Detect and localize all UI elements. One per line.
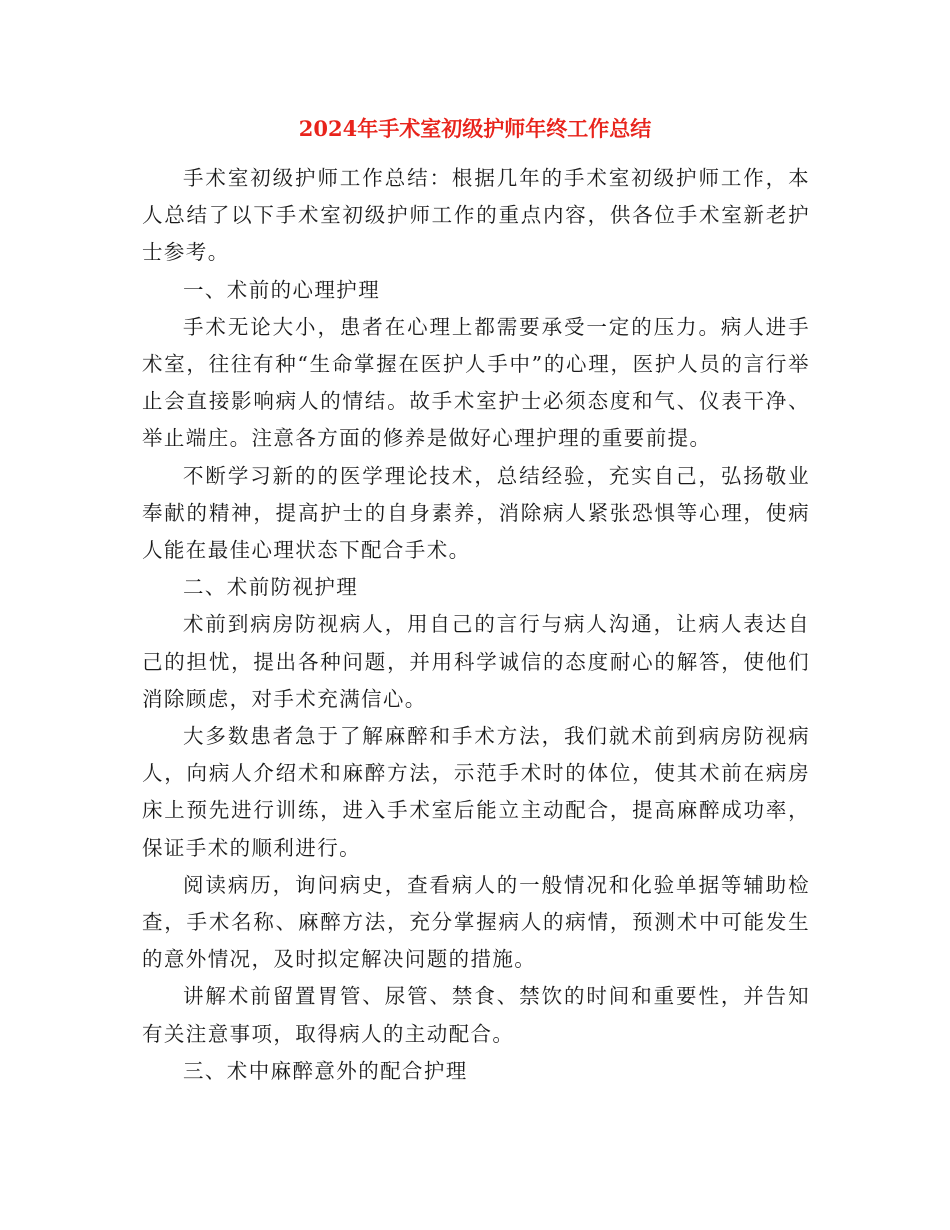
- paragraph: 大多数患者急于了解麻醉和手术方法，我们就术前到病房防视病人，向病人介绍术和麻醉方法，示范手术时的体位，使其术前在病房床上预先进行训练，进入手术室后能立主动配合，提高麻醉成功率，保证手术的顺利进行。: [142, 724, 810, 860]
- paragraph: 讲解术前留置胃管、尿管、禁食、禁饮的时间和重要性，并告知有关注意事项，取得病人的主动配合。: [142, 984, 810, 1046]
- document-title: 2024年手术室初级护师年终工作总结: [298, 116, 652, 141]
- document-body: [142, 160, 810, 1090]
- section-heading-2: 二、术前防视护理: [183, 575, 359, 600]
- paragraph: 阅读病历，询问病史，查看病人的一般情况和化验单据等辅助检查，手术名称、麻醉方法，充分掌握病人的病情，预测术中可能发生的意外情况，及时拟定解决问题的措施。: [142, 872, 810, 972]
- paragraph: 术前到病房防视病人，用自己的言行与病人沟通，让病人表达自己的担忧，提出各种问题，并用科学诚信的态度耐心的解答，使他们消除顾虑，对手术充满信心。: [142, 612, 810, 711]
- paragraph-intro: 手术室初级护师工作总结：根据几年的手术室初级护师工作，本人总结了以下手术室初级护师工作的重点内容，供各位手术室新老护士参考。: [142, 166, 810, 265]
- paragraph: 不断学习新的的医学理论技术，总结经验，充实自己，弘扬敬业奉献的精神，提高护士的自身素养，消除病人紧张恐惧等心理，使病人能在最佳心理状态下配合手术。: [142, 463, 810, 563]
- section-heading-3: 三、术中麻醉意外的配合护理: [183, 1058, 468, 1083]
- paragraph: 手术无论大小，患者在心理上都需要承受一定的压力。病人进手术室，往往有种“生命掌握在医护人手中”的心理，医护人员的言行举止会直接影响病人的情结。故手术室护士必须态度和气、仪表干净、举止端庄。注意各方面的修养是做好心理护理的重要前提。: [142, 314, 810, 451]
- section-heading-1: 一、术前的心理护理: [183, 277, 381, 302]
